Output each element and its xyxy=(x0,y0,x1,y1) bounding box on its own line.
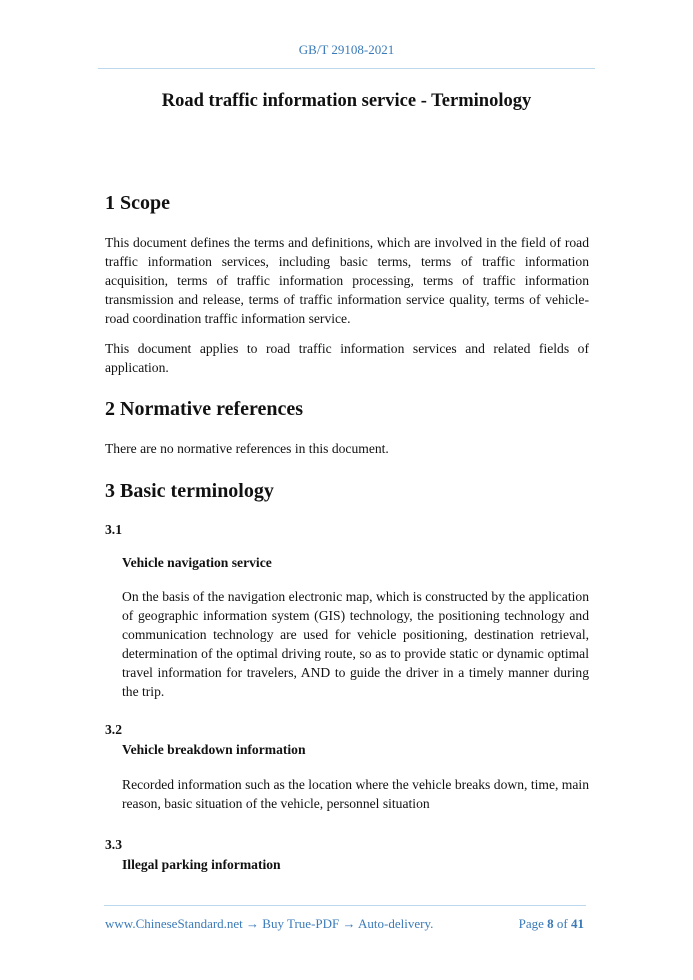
term-number: 3.2 xyxy=(105,722,122,737)
term-definition: On the basis of the navigation electronic map, which is constructed by the application of geographic information system (GIS) technology, the positioning technology and communication technology are used for vehicle positioning, destination retrieval, determination of the optimal driving route, so as to provide static or dynamic optimal travel information for travelers, AND to guide the driver in a timely manner during the trip. xyxy=(122,589,589,699)
header-doc-id: GB/T 29108-2021 xyxy=(298,42,395,57)
term-definition: Recorded information such as the location where the vehicle breaks down, time, main reason, basic situation of the vehicle, personnel situation xyxy=(122,777,589,811)
term-title: Vehicle breakdown information xyxy=(122,742,306,757)
current-page: 8 xyxy=(547,916,554,931)
footer-promo xyxy=(105,916,433,932)
page-title: Road traffic information service - Terminology xyxy=(161,91,532,111)
of-label: of xyxy=(556,916,568,931)
term-title: Vehicle navigation service xyxy=(122,555,272,570)
page-number xyxy=(519,916,584,932)
term-title: Illegal parking information xyxy=(122,857,281,872)
footer-promo-text: → Buy True-PDF → Auto-delivery. xyxy=(242,916,434,931)
section-heading-scope: 1 Scope xyxy=(105,192,170,214)
site-link[interactable]: www.ChineseStandard.net xyxy=(105,916,243,931)
page-label: Page xyxy=(518,916,544,931)
total-pages: 41 xyxy=(571,916,584,931)
scope-paragraph-1: This document defines the terms and definitions, which are involved in the field of road traffic information services, including basic terms, terms of traffic information acquisition, terms of traffic information processing, terms of traffic information transmission and release, terms of traffic information service quality, terms of vehicle-road coordination traffic information service. xyxy=(105,235,589,326)
term-number: 3.1 xyxy=(105,522,122,537)
term-number: 3.3 xyxy=(105,837,122,852)
footer-divider xyxy=(104,905,586,906)
section-heading-basic: 3 Basic terminology xyxy=(105,480,274,502)
header-divider xyxy=(98,68,595,69)
section-heading-normative: 2 Normative references xyxy=(105,398,304,420)
normative-paragraph: There are no normative references in this document. xyxy=(105,441,389,456)
scope-paragraph-2: This document applies to road traffic information services and related fields of application. xyxy=(105,341,589,375)
